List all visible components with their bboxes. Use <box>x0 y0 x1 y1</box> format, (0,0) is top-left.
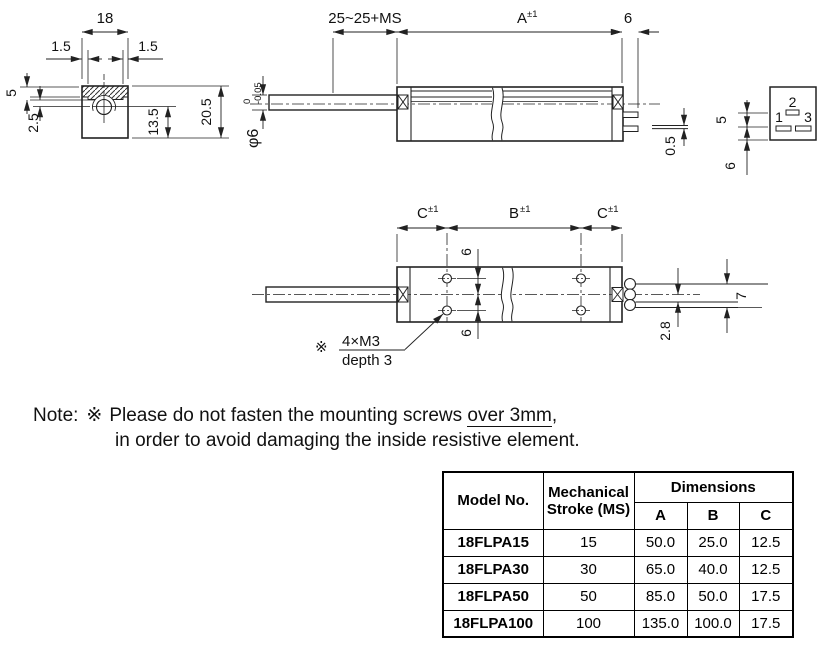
break-lines-bottom <box>501 268 513 321</box>
header-col-c: C <box>739 502 793 529</box>
dim-label-terminal-pitch: 2.8 <box>657 321 673 341</box>
terminal-pin-upper <box>623 112 638 118</box>
shaft <box>269 95 400 110</box>
dim-label-hole-offset-top: 6 <box>458 248 474 256</box>
dim-label-inset-right: 1.5 <box>138 38 158 54</box>
header-col-a: A <box>634 502 687 529</box>
cell-b: 50.0 <box>687 583 739 610</box>
dim-label-b: B <box>509 205 520 222</box>
terminal-pin-lower <box>623 126 638 132</box>
bearing-left <box>398 95 408 109</box>
cell-b: 40.0 <box>687 556 739 583</box>
cell-c: 17.5 <box>739 610 793 637</box>
cell-c: 12.5 <box>739 529 793 556</box>
header-col-b: B <box>687 502 739 529</box>
table-row <box>443 556 793 583</box>
callout-thread-label: 4×M3 <box>342 333 380 350</box>
dim-section-width <box>82 32 128 84</box>
cell-a: 50.0 <box>634 529 687 556</box>
cell-b: 100.0 <box>687 610 739 637</box>
note-text-pre: Please do not fasten the mounting screws <box>109 405 468 426</box>
dim-label-c-right: C <box>597 205 608 222</box>
spec-table <box>442 471 794 638</box>
dim-label-c-right-sup: ±1 <box>608 204 619 215</box>
bearing-left-bottom <box>398 287 408 302</box>
cell-model: 18FLPA100 <box>443 610 543 637</box>
cell-stroke: 30 <box>543 556 634 583</box>
side-view <box>250 32 688 146</box>
cell-a: 135.0 <box>634 610 687 637</box>
note-label: Note: <box>33 405 79 426</box>
dim-label-c-left-sup: ±1 <box>428 204 439 215</box>
dim-label-center-to-bottom: 13.5 <box>145 108 161 136</box>
pin-label-3: 3 <box>804 109 812 125</box>
break-lines <box>491 88 503 140</box>
dim-label-hole-offset-bottom: 6 <box>458 329 474 337</box>
dim-label-shaft-stroke: 25~25+MS <box>328 10 402 27</box>
dim-label-total-height: 20.5 <box>198 98 214 126</box>
dim-label-body-length-sup: ±1 <box>527 9 538 20</box>
dim-label-inset-left: 1.5 <box>51 38 71 54</box>
dim-label-terminal-span: 7 <box>733 292 749 300</box>
cell-stroke: 50 <box>543 583 634 610</box>
cell-a: 65.0 <box>634 556 687 583</box>
note-line-2: in order to avoid damaging the inside resistive element. <box>115 430 580 451</box>
dim-label-shaft-diameter: φ6 <box>245 128 262 148</box>
cell-c: 17.5 <box>739 583 793 610</box>
dim-label-terminal-length: 6 <box>623 10 633 27</box>
note-line-1 <box>33 403 580 428</box>
table-row <box>443 583 793 610</box>
cell-c: 12.5 <box>739 556 793 583</box>
pin-label-2: 2 <box>788 94 797 110</box>
bearing-right <box>613 95 623 109</box>
cell-stroke: 15 <box>543 529 634 556</box>
connector-view <box>738 87 816 175</box>
cell-stroke: 100 <box>543 610 634 637</box>
dim-label-shaft-tol-lower: -0.05 <box>253 82 264 104</box>
table-row <box>443 610 793 637</box>
table-row <box>443 529 793 556</box>
dim-label-terminal-thickness: 0.5 <box>662 136 678 156</box>
body-outline <box>397 87 623 141</box>
header-model: Model No. <box>443 472 543 529</box>
cell-a: 85.0 <box>634 583 687 610</box>
cell-b: 25.0 <box>687 529 739 556</box>
note-block <box>33 403 580 453</box>
callout-ref-mark: ※ <box>315 339 328 356</box>
dim-label-b-sup: ±1 <box>520 204 531 215</box>
cell-model: 18FLPA30 <box>443 556 543 583</box>
dim-label-section-width: 18 <box>96 10 114 27</box>
pin-label-1: 1 <box>775 109 783 125</box>
dim-label-hub-step: 2.5 <box>25 113 41 133</box>
dim-connector <box>738 100 768 175</box>
note-text-post: , <box>551 405 558 426</box>
cell-model: 18FLPA15 <box>443 529 543 556</box>
terminal <box>625 279 636 290</box>
cell-model: 18FLPA50 <box>443 583 543 610</box>
dim-label-c-left: C <box>417 205 428 222</box>
callout-depth-label: depth 3 <box>342 352 393 369</box>
note-ref-mark: ※ <box>86 405 103 426</box>
dim-label-body-length: A <box>517 10 528 27</box>
dim-label-shaft-tol-upper: 0 <box>242 98 253 104</box>
dim-bottom-top-row <box>397 228 622 262</box>
terminal <box>625 300 636 311</box>
terminal <box>625 289 636 300</box>
dim-label-bottom-offset: 6 <box>722 162 738 170</box>
note-text-underlined: over 3mm <box>467 405 552 426</box>
dim-terminals <box>678 259 762 333</box>
bottom-view <box>252 228 768 350</box>
dim-label-hub-height: 5 <box>3 89 19 97</box>
header-dimensions: Dimensions <box>634 472 793 502</box>
header-stroke: Mechanical Stroke (MS) <box>543 472 634 529</box>
dim-label-pin-row-gap: 5 <box>713 116 729 124</box>
